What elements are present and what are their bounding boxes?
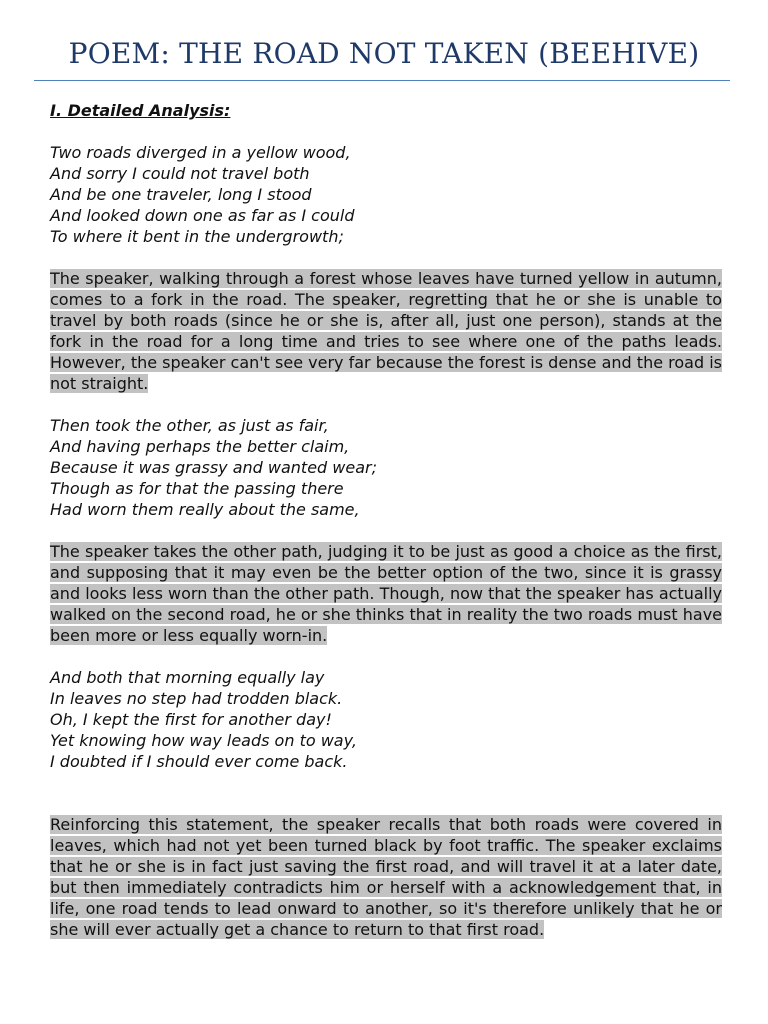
poem-line: And looked down one as far as I could — [50, 206, 355, 225]
poem-stanza-1 — [50, 142, 722, 247]
poem-line: To where it bent in the undergrowth; — [50, 227, 344, 246]
analysis-paragraph-3 — [50, 814, 722, 940]
analysis-paragraph-1 — [50, 268, 722, 394]
poem-line: Though as for that the passing there — [50, 479, 344, 498]
analysis-text: The speaker, walking through a forest whose leaves have turned yellow in autumn, comes to a fork in the road. The speaker, regretting that he or she is unable to travel by both roads (since he or she is, after all, just one person), stands at the fork in the road for a long time and tries to see where one of the paths leads. However, the speaker can't see very far because the forest is dense and the road is not straight. — [50, 269, 722, 393]
title-divider — [34, 80, 730, 81]
poem-line: Had worn them really about the same, — [50, 500, 360, 519]
poem-line: Because it was grassy and wanted wear; — [50, 458, 377, 477]
poem-line: And sorry I could not travel both — [50, 164, 310, 183]
poem-line: Then took the other, as just as fair, — [50, 416, 329, 435]
poem-line: And be one traveler, long I stood — [50, 185, 312, 204]
blank-line — [50, 793, 722, 814]
section-heading: I. Detailed Analysis: — [50, 101, 231, 120]
poem-line: Oh, I kept the first for another day! — [50, 710, 332, 729]
poem-line: Yet knowing how way leads on to way, — [50, 731, 357, 750]
poem-line: And both that morning equally lay — [50, 668, 325, 687]
document-body — [50, 100, 722, 961]
poem-line: Two roads diverged in a yellow wood, — [50, 143, 351, 162]
poem-line: I doubted if I should ever come back. — [50, 752, 348, 771]
page-title: POEM: THE ROAD NOT TAKEN (BEEHIVE) — [68, 37, 700, 70]
analysis-text: The speaker takes the other path, judging it to be just as good a choice as the first, and supposing that it may even be the better option of the two, since it is grassy and looks less worn than the other path. Though, now that the speaker has actually walked on the second road, he or she thinks that in reality the two roads must have been more or less equally worn-in. — [50, 542, 722, 645]
analysis-paragraph-2 — [50, 541, 722, 646]
poem-line: In leaves no step had trodden black. — [50, 689, 343, 708]
poem-line: And having perhaps the better claim, — [50, 437, 350, 456]
poem-stanza-2 — [50, 415, 722, 520]
analysis-text: Reinforcing this statement, the speaker recalls that both roads were covered in leaves, which had not yet been turned black by foot traffic. The speaker exclaims that he or she is in fact just saving the first road, and will travel it at a later date, but then immediately contradicts him or herself with a acknowledgement that, in life, one road tends to lead onward to another, so it's therefore unlikely that he or she will ever actually get a chance to return to that first road. — [50, 815, 722, 939]
poem-stanza-3 — [50, 667, 722, 772]
